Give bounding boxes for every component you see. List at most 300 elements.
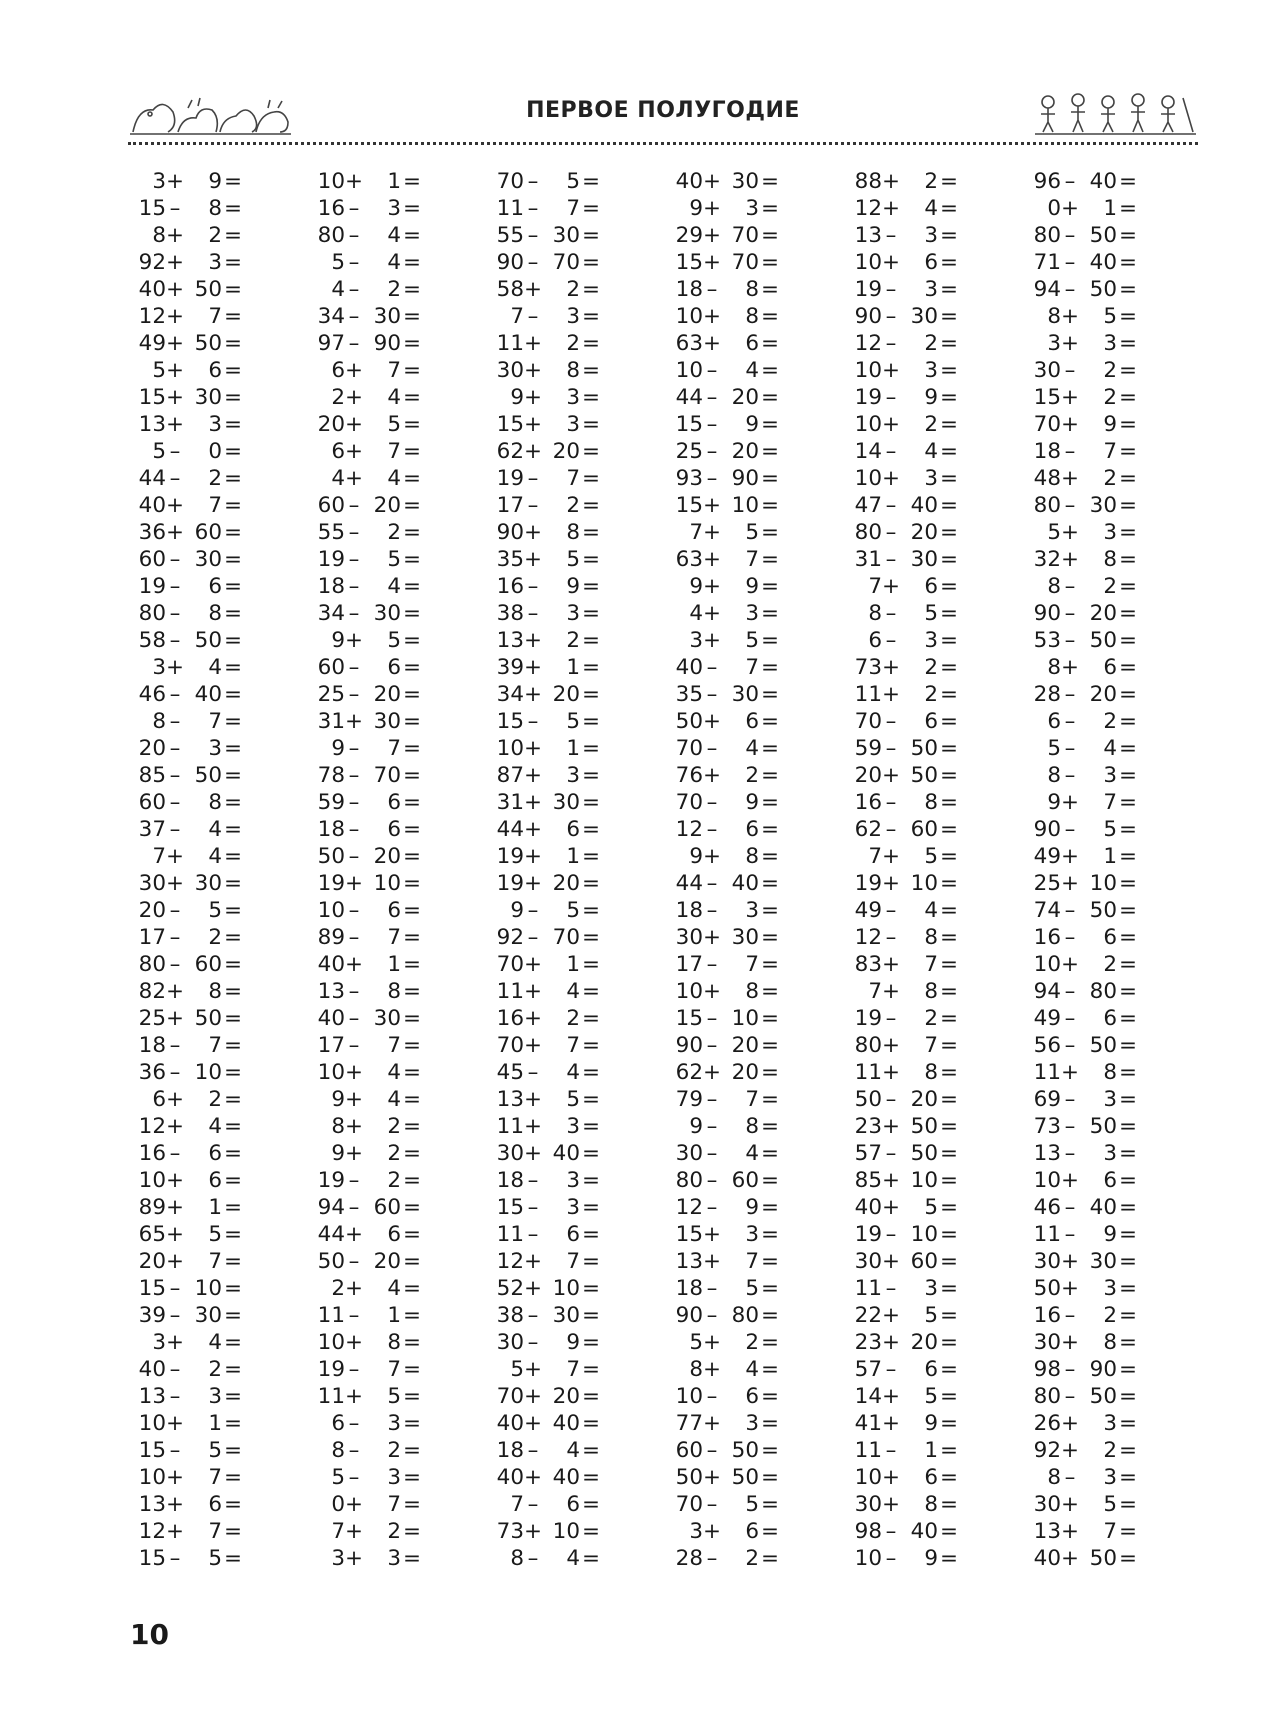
- math-exercise: 10 + 6 =: [138, 1168, 242, 1193]
- math-exercise: 0 + 7 =: [331, 1492, 421, 1517]
- math-exercise: 35 – 30 =: [675, 682, 779, 707]
- math-exercise: 80 – 50 =: [1033, 223, 1137, 248]
- math-exercise: 23 + 20 =: [854, 1330, 958, 1355]
- math-exercise: 15 – 10 =: [675, 1006, 779, 1031]
- math-exercise: 6 + 2 =: [152, 1087, 242, 1112]
- page-number: 10: [130, 1618, 169, 1651]
- math-exercise: 10 + 7 =: [138, 1465, 242, 1490]
- math-exercise: 19 – 7 =: [496, 466, 600, 491]
- math-exercise: 7 + 4 =: [152, 844, 242, 869]
- math-exercise: 10 + 6 =: [854, 1465, 958, 1490]
- math-exercise: 10 + 6 =: [1033, 1168, 1137, 1193]
- math-exercise: 7 – 3 =: [510, 304, 600, 329]
- math-exercise: 8 – 2 =: [331, 1438, 421, 1463]
- math-exercise: 13 + 6 =: [138, 1492, 242, 1517]
- math-exercise: 70 + 9 =: [1033, 412, 1137, 437]
- math-exercise: 73 + 10 =: [496, 1519, 600, 1544]
- math-exercise: 15 + 70 =: [675, 250, 779, 275]
- math-exercise: 50 – 20 =: [317, 1249, 421, 1274]
- math-exercise: 28 – 20 =: [1033, 682, 1137, 707]
- math-exercise: 38 – 3 =: [496, 601, 600, 626]
- dotted-divider: [128, 142, 1198, 145]
- math-exercise: 80 – 8 =: [138, 601, 242, 626]
- math-exercise: 6 – 3 =: [868, 628, 958, 653]
- math-exercise: 0 + 1 =: [1047, 196, 1137, 221]
- math-exercise: 5 + 7 =: [510, 1357, 600, 1382]
- math-exercise: 15 – 3 =: [496, 1195, 600, 1220]
- math-exercise: 11 – 1 =: [317, 1303, 421, 1328]
- math-exercise: 90 – 5 =: [1033, 817, 1137, 842]
- math-exercise: 3 + 4 =: [152, 655, 242, 680]
- math-exercise: 7 – 6 =: [510, 1492, 600, 1517]
- math-exercise: 12 – 8 =: [854, 925, 958, 950]
- math-exercise: 4 + 3 =: [689, 601, 779, 626]
- math-exercise: 11 – 3 =: [854, 1276, 958, 1301]
- math-exercise: 12 – 6 =: [675, 817, 779, 842]
- math-exercise: 3 + 5 =: [689, 628, 779, 653]
- math-exercise: 5 + 2 =: [689, 1330, 779, 1355]
- math-exercise: 8 – 3 =: [1047, 763, 1137, 788]
- math-exercise: 19 – 6 =: [138, 574, 242, 599]
- math-exercise: 96 – 40 =: [1033, 169, 1137, 194]
- math-exercise: 94 – 50 =: [1033, 277, 1137, 302]
- math-exercise: 80 – 20 =: [854, 520, 958, 545]
- math-exercise: 30 + 5 =: [1033, 1492, 1137, 1517]
- math-exercise: 30 + 30 =: [1033, 1249, 1137, 1274]
- math-exercise: 10 + 6 =: [854, 250, 958, 275]
- math-exercise: 16 – 6 =: [138, 1141, 242, 1166]
- page-title: ПЕРВОЕ ПОЛУГОДИЕ: [526, 98, 800, 123]
- math-exercise: 62 + 20 =: [496, 439, 600, 464]
- math-exercise: 8 + 6 =: [1047, 655, 1137, 680]
- exercise-column: [1023, 168, 1201, 1598]
- math-exercise: 19 + 10 =: [854, 871, 958, 896]
- math-exercise: 57 – 6 =: [854, 1357, 958, 1382]
- math-exercise: 15 + 3 =: [496, 412, 600, 437]
- math-exercise: 28 – 2 =: [675, 1546, 779, 1571]
- math-exercise: 69 – 3 =: [1033, 1087, 1137, 1112]
- math-exercise: 12 – 9 =: [675, 1195, 779, 1220]
- math-exercise: 44 + 6 =: [496, 817, 600, 842]
- math-exercise: 10 + 2 =: [1033, 952, 1137, 977]
- math-exercise: 38 – 30 =: [496, 1303, 600, 1328]
- math-exercise: 8 – 3 =: [1047, 1465, 1137, 1490]
- math-exercise: 11 + 5 =: [317, 1384, 421, 1409]
- math-exercise: 70 – 9 =: [675, 790, 779, 815]
- math-exercise: 18 – 5 =: [675, 1276, 779, 1301]
- math-exercise: 40 – 30 =: [317, 1006, 421, 1031]
- math-exercise: 10 + 8 =: [675, 979, 779, 1004]
- math-exercise: 41 + 9 =: [854, 1411, 958, 1436]
- math-exercise: 11 + 3 =: [496, 1114, 600, 1139]
- math-exercise: 90 – 20 =: [675, 1033, 779, 1058]
- math-exercise: 15 – 5 =: [496, 709, 600, 734]
- math-exercise: 32 + 8 =: [1033, 547, 1137, 572]
- math-exercise: 12 + 4 =: [138, 1114, 242, 1139]
- math-exercise: 31 – 30 =: [854, 547, 958, 572]
- math-exercise: 34 – 30 =: [317, 601, 421, 626]
- math-exercise: 58 + 2 =: [496, 277, 600, 302]
- math-exercise: 10 – 4 =: [675, 358, 779, 383]
- math-exercise: 18 – 4 =: [496, 1438, 600, 1463]
- math-exercise: 11 – 6 =: [496, 1222, 600, 1247]
- exercise-column: [486, 168, 664, 1598]
- math-exercise: 9 + 3 =: [510, 385, 600, 410]
- math-exercise: 13 – 8 =: [317, 979, 421, 1004]
- math-exercise: 12 + 4 =: [854, 196, 958, 221]
- math-exercise: 70 – 4 =: [675, 736, 779, 761]
- math-exercise: 92 – 70 =: [496, 925, 600, 950]
- math-exercise: 5 + 3 =: [1047, 520, 1137, 545]
- math-exercise: 19 – 9 =: [854, 385, 958, 410]
- exercise-column: [307, 168, 485, 1598]
- math-exercise: 50 + 3 =: [1033, 1276, 1137, 1301]
- math-exercise: 90 – 30 =: [854, 304, 958, 329]
- math-exercise: 18 – 4 =: [317, 574, 421, 599]
- math-exercise: 10 – 9 =: [854, 1546, 958, 1571]
- math-exercise: 14 – 4 =: [854, 439, 958, 464]
- math-exercise: 31 + 30 =: [317, 709, 421, 734]
- math-exercise: 17 – 7 =: [675, 952, 779, 977]
- math-exercise: 39 – 30 =: [138, 1303, 242, 1328]
- math-exercise: 80 + 7 =: [854, 1033, 958, 1058]
- math-exercise: 13 + 5 =: [496, 1087, 600, 1112]
- math-exercise: 11 – 7 =: [496, 196, 600, 221]
- math-exercise: 12 + 7 =: [496, 1249, 600, 1274]
- math-exercise: 8 – 4 =: [510, 1546, 600, 1571]
- math-exercise: 40 + 50 =: [1033, 1546, 1137, 1571]
- math-exercise: 97 – 90 =: [317, 331, 421, 356]
- math-exercise: 30 – 2 =: [1033, 358, 1137, 383]
- math-exercise: 16 – 2 =: [1033, 1303, 1137, 1328]
- math-exercise: 63 + 7 =: [675, 547, 779, 572]
- math-exercise: 7 + 5 =: [868, 844, 958, 869]
- math-exercise: 16 – 9 =: [496, 574, 600, 599]
- math-exercise: 19 – 2 =: [317, 1168, 421, 1193]
- math-exercise: 40 + 7 =: [138, 493, 242, 518]
- math-exercise: 18 – 7 =: [1033, 439, 1137, 464]
- math-exercise: 36 – 10 =: [138, 1060, 242, 1085]
- math-exercise: 89 – 7 =: [317, 925, 421, 950]
- math-exercise: 19 – 3 =: [854, 277, 958, 302]
- math-exercise: 12 – 2 =: [854, 331, 958, 356]
- math-exercise: 12 + 7 =: [138, 304, 242, 329]
- math-exercise: 90 + 8 =: [496, 520, 600, 545]
- math-exercise: 46 – 40 =: [138, 682, 242, 707]
- math-exercise: 11 + 8 =: [1033, 1060, 1137, 1085]
- math-exercise: 40 + 50 =: [138, 277, 242, 302]
- math-exercise: 9 + 4 =: [331, 1087, 421, 1112]
- math-exercise: 17 – 7 =: [317, 1033, 421, 1058]
- math-exercise: 5 – 4 =: [1047, 736, 1137, 761]
- math-exercise: 30 + 40 =: [496, 1141, 600, 1166]
- math-exercise: 7 + 2 =: [331, 1519, 421, 1544]
- math-exercise: 19 + 1 =: [496, 844, 600, 869]
- math-exercise: 10 + 1 =: [496, 736, 600, 761]
- math-exercise: 50 + 6 =: [675, 709, 779, 734]
- math-exercise: 11 – 9 =: [1033, 1222, 1137, 1247]
- math-exercise: 65 + 5 =: [138, 1222, 242, 1247]
- math-exercise: 15 – 8 =: [138, 196, 242, 221]
- math-exercise: 6 + 7 =: [331, 358, 421, 383]
- math-exercise: 15 – 5 =: [138, 1546, 242, 1571]
- math-exercise: 80 – 60 =: [138, 952, 242, 977]
- math-exercise: 8 + 2 =: [152, 223, 242, 248]
- math-exercise: 8 + 4 =: [689, 1357, 779, 1382]
- math-exercise: 11 + 8 =: [854, 1060, 958, 1085]
- page-header: [128, 82, 1198, 146]
- math-exercise: 2 + 4 =: [331, 1276, 421, 1301]
- math-exercise: 20 – 5 =: [138, 898, 242, 923]
- math-exercise: 98 – 40 =: [854, 1519, 958, 1544]
- math-exercise: 60 – 8 =: [138, 790, 242, 815]
- math-exercise: 98 – 90 =: [1033, 1357, 1137, 1382]
- math-exercise: 19 – 10 =: [854, 1222, 958, 1247]
- math-exercise: 15 + 30 =: [138, 385, 242, 410]
- math-exercise: 30 – 9 =: [496, 1330, 600, 1355]
- math-exercise: 92 + 2 =: [1033, 1438, 1137, 1463]
- math-exercise: 16 – 6 =: [1033, 925, 1137, 950]
- math-exercise: 46 – 40 =: [1033, 1195, 1137, 1220]
- math-exercise: 10 – 6 =: [317, 898, 421, 923]
- math-exercise: 30 + 30 =: [675, 925, 779, 950]
- math-exercise: 7 + 5 =: [689, 520, 779, 545]
- math-exercise: 70 + 7 =: [496, 1033, 600, 1058]
- math-exercise: 9 – 5 =: [510, 898, 600, 923]
- math-exercise: 47 – 40 =: [854, 493, 958, 518]
- math-exercise: 6 + 7 =: [331, 439, 421, 464]
- math-exercise: 60 – 20 =: [317, 493, 421, 518]
- math-exercise: 71 – 40 =: [1033, 250, 1137, 275]
- math-exercise: 59 – 6 =: [317, 790, 421, 815]
- math-exercise: 8 – 5 =: [868, 601, 958, 626]
- math-exercise: 7 + 8 =: [868, 979, 958, 1004]
- math-exercise: 18 – 3 =: [496, 1168, 600, 1193]
- math-exercise: 13 + 3 =: [138, 412, 242, 437]
- math-exercise: 3 + 3 =: [331, 1546, 421, 1571]
- math-exercise: 53 – 50 =: [1033, 628, 1137, 653]
- math-exercise: 80 – 50 =: [1033, 1384, 1137, 1409]
- math-exercise: 20 + 7 =: [138, 1249, 242, 1274]
- math-exercise: 30 + 8 =: [496, 358, 600, 383]
- exercise-column: [665, 168, 843, 1598]
- math-exercise: 17 – 2 =: [138, 925, 242, 950]
- math-exercise: 87 + 3 =: [496, 763, 600, 788]
- math-exercise: 40 – 2 =: [138, 1357, 242, 1382]
- math-exercise: 34 + 20 =: [496, 682, 600, 707]
- math-exercise: 4 – 2 =: [331, 277, 421, 302]
- math-exercise: 3 + 4 =: [152, 1330, 242, 1355]
- math-exercise: 56 – 50 =: [1033, 1033, 1137, 1058]
- math-exercise: 70 – 5 =: [496, 169, 600, 194]
- math-exercise: 30 + 8 =: [1033, 1330, 1137, 1355]
- math-exercise: 25 – 20 =: [675, 439, 779, 464]
- math-exercise: 34 – 30 =: [317, 304, 421, 329]
- math-exercise: 19 + 20 =: [496, 871, 600, 896]
- math-exercise: 94 – 80 =: [1033, 979, 1137, 1004]
- math-exercise: 19 – 2 =: [854, 1006, 958, 1031]
- exercise-column: [128, 168, 306, 1598]
- math-exercise: 26 + 3 =: [1033, 1411, 1137, 1436]
- math-exercise: 48 + 2 =: [1033, 466, 1137, 491]
- math-exercise: 10 + 8 =: [675, 304, 779, 329]
- math-exercise: 3 + 6 =: [689, 1519, 779, 1544]
- math-exercise: 8 + 2 =: [331, 1114, 421, 1139]
- math-exercise: 12 + 7 =: [138, 1519, 242, 1544]
- math-exercise: 14 + 5 =: [854, 1384, 958, 1409]
- math-exercise: 15 + 2 =: [1033, 385, 1137, 410]
- math-exercise: 6 – 3 =: [331, 1411, 421, 1436]
- math-exercise: 13 – 3 =: [1033, 1141, 1137, 1166]
- math-exercise: 10 + 1 =: [317, 169, 421, 194]
- math-exercise: 16 – 8 =: [854, 790, 958, 815]
- math-exercise: 10 + 4 =: [317, 1060, 421, 1085]
- math-exercise: 10 + 3 =: [854, 466, 958, 491]
- math-exercise: 89 + 1 =: [138, 1195, 242, 1220]
- math-exercise: 70 + 20 =: [496, 1384, 600, 1409]
- math-exercise: 49 – 4 =: [854, 898, 958, 923]
- math-exercise: 92 + 3 =: [138, 250, 242, 275]
- math-exercise: 18 – 7 =: [138, 1033, 242, 1058]
- math-exercise: 16 – 3 =: [317, 196, 421, 221]
- math-exercise: 40 + 40 =: [496, 1465, 600, 1490]
- math-exercise: 80 – 4 =: [317, 223, 421, 248]
- math-exercise: 55 – 2 =: [317, 520, 421, 545]
- math-exercise: 93 – 90 =: [675, 466, 779, 491]
- math-exercise: 83 + 7 =: [854, 952, 958, 977]
- math-exercise: 60 – 30 =: [138, 547, 242, 572]
- math-exercise: 5 – 0 =: [152, 439, 242, 464]
- math-exercise: 36 + 60 =: [138, 520, 242, 545]
- math-exercise: 50 – 20 =: [317, 844, 421, 869]
- math-exercise: 50 – 20 =: [854, 1087, 958, 1112]
- math-exercise: 20 + 5 =: [317, 412, 421, 437]
- math-exercise: 63 + 6 =: [675, 331, 779, 356]
- math-exercise: 31 + 30 =: [496, 790, 600, 815]
- math-exercise: 15 – 10 =: [138, 1276, 242, 1301]
- math-exercise: 77 + 3 =: [675, 1411, 779, 1436]
- math-exercise: 60 – 6 =: [317, 655, 421, 680]
- math-exercise: 90 – 20 =: [1033, 601, 1137, 626]
- math-exercise: 76 + 2 =: [675, 763, 779, 788]
- math-exercise: 23 + 50 =: [854, 1114, 958, 1139]
- math-exercise: 49 + 50 =: [138, 331, 242, 356]
- math-exercise: 73 + 2 =: [854, 655, 958, 680]
- math-exercise: 52 + 10 =: [496, 1276, 600, 1301]
- math-exercise: 17 – 2 =: [496, 493, 600, 518]
- math-exercise: 80 – 60 =: [675, 1168, 779, 1193]
- math-exercise: 22 + 5 =: [854, 1303, 958, 1328]
- math-exercise: 2 + 4 =: [331, 385, 421, 410]
- math-exercise: 55 – 30 =: [496, 223, 600, 248]
- math-exercise: 10 – 6 =: [675, 1384, 779, 1409]
- math-exercise: 49 + 1 =: [1033, 844, 1137, 869]
- math-exercise: 20 – 3 =: [138, 736, 242, 761]
- math-exercise: 9 + 5 =: [331, 628, 421, 653]
- math-exercise: 4 + 4 =: [331, 466, 421, 491]
- math-exercise: 5 + 6 =: [152, 358, 242, 383]
- math-exercise: 18 – 3 =: [675, 898, 779, 923]
- math-exercise: 3 + 9 =: [152, 169, 242, 194]
- math-exercise: 88 + 2 =: [854, 169, 958, 194]
- exercise-column: [844, 168, 1022, 1598]
- math-exercise: 44 + 6 =: [317, 1222, 421, 1247]
- math-exercise: 70 – 5 =: [675, 1492, 779, 1517]
- math-exercise: 25 + 50 =: [138, 1006, 242, 1031]
- math-exercise: 9 + 2 =: [331, 1141, 421, 1166]
- math-exercise: 13 + 2 =: [496, 628, 600, 653]
- math-exercise: 15 – 9 =: [675, 412, 779, 437]
- math-exercise: 82 + 8 =: [138, 979, 242, 1004]
- math-exercise: 90 – 80 =: [675, 1303, 779, 1328]
- math-exercise: 30 – 4 =: [675, 1141, 779, 1166]
- math-exercise: 40 + 5 =: [854, 1195, 958, 1220]
- math-exercise: 70 – 6 =: [854, 709, 958, 734]
- exercise-grid: [128, 168, 1198, 1598]
- math-exercise: 15 – 5 =: [138, 1438, 242, 1463]
- math-exercise: 9 + 8 =: [689, 844, 779, 869]
- math-exercise: 3 + 3 =: [1047, 331, 1137, 356]
- math-exercise: 6 – 2 =: [1047, 709, 1137, 734]
- math-exercise: 59 – 50 =: [854, 736, 958, 761]
- math-exercise: 58 – 50 =: [138, 628, 242, 653]
- math-exercise: 60 – 50 =: [675, 1438, 779, 1463]
- math-exercise: 30 + 60 =: [854, 1249, 958, 1274]
- math-exercise: 25 – 20 =: [317, 682, 421, 707]
- math-exercise: 13 – 3 =: [138, 1384, 242, 1409]
- math-exercise: 40 – 7 =: [675, 655, 779, 680]
- math-exercise: 45 – 4 =: [496, 1060, 600, 1085]
- math-exercise: 62 – 60 =: [854, 817, 958, 842]
- math-exercise: 9 + 3 =: [689, 196, 779, 221]
- math-exercise: 39 + 1 =: [496, 655, 600, 680]
- math-exercise: 5 – 3 =: [331, 1465, 421, 1490]
- math-exercise: 70 + 1 =: [496, 952, 600, 977]
- math-exercise: 13 + 7 =: [1033, 1519, 1137, 1544]
- math-exercise: 11 + 2 =: [496, 331, 600, 356]
- children-icon: [1033, 88, 1198, 138]
- math-exercise: 10 + 3 =: [854, 358, 958, 383]
- math-exercise: 44 – 20 =: [675, 385, 779, 410]
- math-exercise: 40 + 40 =: [496, 1411, 600, 1436]
- math-exercise: 25 + 10 =: [1033, 871, 1137, 896]
- math-exercise: 37 – 4 =: [138, 817, 242, 842]
- math-exercise: 50 + 50 =: [675, 1465, 779, 1490]
- math-exercise: 9 – 7 =: [331, 736, 421, 761]
- math-exercise: 18 – 8 =: [675, 277, 779, 302]
- math-exercise: 8 – 7 =: [152, 709, 242, 734]
- math-exercise: 35 + 5 =: [496, 547, 600, 572]
- math-exercise: 79 – 7 =: [675, 1087, 779, 1112]
- math-exercise: 15 + 10 =: [675, 493, 779, 518]
- math-exercise: 62 + 20 =: [675, 1060, 779, 1085]
- math-exercise: 30 + 30 =: [138, 871, 242, 896]
- math-exercise: 15 + 3 =: [675, 1222, 779, 1247]
- math-exercise: 8 + 5 =: [1047, 304, 1137, 329]
- math-exercise: 10 + 2 =: [854, 412, 958, 437]
- math-exercise: 9 – 8 =: [689, 1114, 779, 1139]
- math-exercise: 73 – 50 =: [1033, 1114, 1137, 1139]
- math-exercise: 9 + 9 =: [689, 574, 779, 599]
- math-exercise: 8 – 2 =: [1047, 574, 1137, 599]
- math-exercise: 57 – 50 =: [854, 1141, 958, 1166]
- math-exercise: 74 – 50 =: [1033, 898, 1137, 923]
- math-exercise: 29 + 70 =: [675, 223, 779, 248]
- math-exercise: 30 + 8 =: [854, 1492, 958, 1517]
- math-exercise: 10 + 1 =: [138, 1411, 242, 1436]
- math-exercise: 78 – 70 =: [317, 763, 421, 788]
- math-exercise: 19 – 5 =: [317, 547, 421, 572]
